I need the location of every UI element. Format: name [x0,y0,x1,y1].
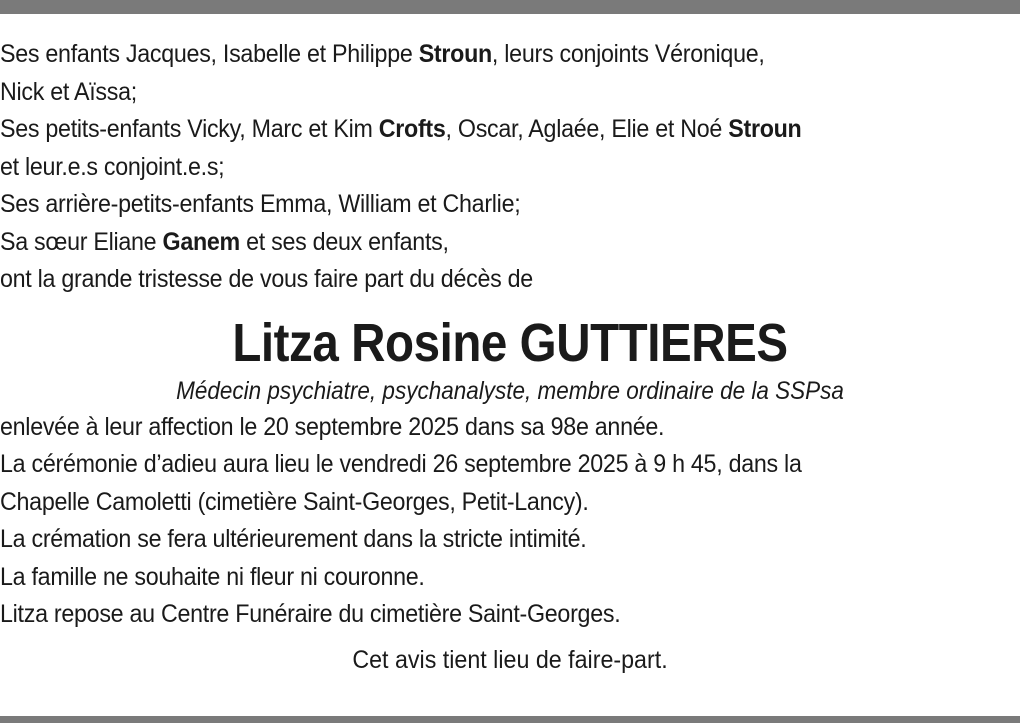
top-rule [0,0,1020,14]
family-line-children [0,36,1019,74]
deceased-block [0,313,1020,409]
surname-stroun-2: Stroun [728,115,802,143]
children-spouses-text: , leurs conjoints Véronique, [491,40,765,68]
surname-crofts: Crofts [378,115,446,143]
surname-ganem: Ganem [162,227,240,256]
family-line-great-grandchildren: Ses arrière-petits-enfants Emma, William et Charlie; [0,190,521,218]
family-line-grandchildren-spouses: et leur.e.s conjoint.e.s; [0,152,225,181]
family-line-grandchildren [0,111,1019,149]
deceased-profession: Médecin psychiatre, psychanalyste, membre ordinaire de la SSPsa [176,376,844,405]
family-line-spouses: Nick et Aïssa; [0,77,137,106]
sister-text: Sa sœur Eliane [0,227,163,256]
deceased-name: Litza Rosine GUTTIERES [232,312,788,373]
sister-children-text: et ses deux enfants, [239,227,449,256]
detail-line: La famille ne souhaite ni fleur ni couronne. [0,562,425,591]
bottom-rule [0,716,1020,723]
detail-line: La cérémonie d’adieu aura lieu le vendredi 26 septembre 2025 à 9 h 45, dans la [0,450,802,478]
family-line-sister [0,224,1019,262]
family-announcement [0,36,1019,299]
obituary-notice [0,36,1020,679]
closing-note: Cet avis tient lieu de faire-part. [352,645,668,674]
grandchildren-text-2: , Oscar, Aglaée, Elie et Noé [445,115,729,143]
details-block [0,409,1019,634]
family-line-announcement: ont la grande tristesse de vous faire part du décès de [0,265,533,293]
detail-line: Litza repose au Centre Funéraire du cimetière Saint-Georges. [0,600,621,628]
grandchildren-text: Ses petits-enfants Vicky, Marc et Kim [0,115,379,143]
detail-line: La crémation se fera ultérieurement dans la stricte intimité. [0,525,587,553]
detail-line: enlevée à leur affection le 20 septembre 2025 dans sa 98e année. [0,412,665,441]
detail-line: Chapelle Camoletti (cimetière Saint-Georges, Petit-Lancy). [0,487,589,516]
children-text: Ses enfants Jacques, Isabelle et Philippe [0,40,419,68]
surname-stroun: Stroun [418,40,492,68]
